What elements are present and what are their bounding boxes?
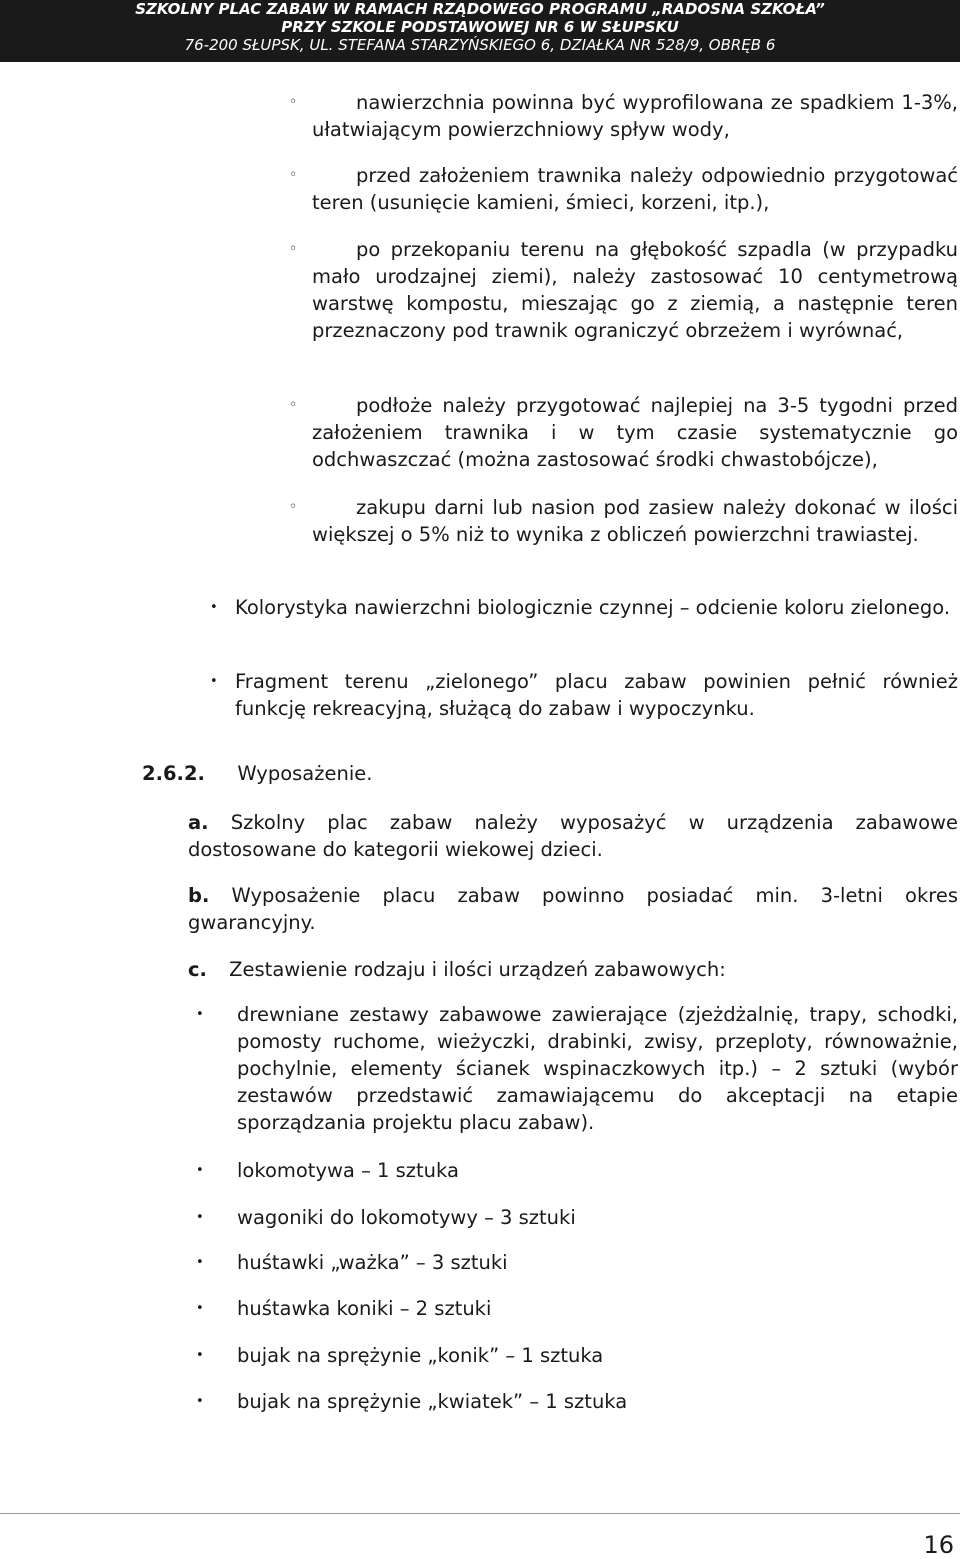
- bullet-icon: •: [196, 1210, 204, 1225]
- circle-bullet-icon: ◦: [289, 94, 298, 110]
- header-line-2: PRZY SZKOLE PODSTAWOWEJ NR 6 W SŁUPSKU: [281, 18, 679, 36]
- lettered-paragraph: [188, 956, 958, 983]
- header-line-1: SZKOLNY PLAC ZABAW W RAMACH RZĄDOWEGO PROGRAMU „RADOSNA SZKOŁA”: [135, 0, 825, 18]
- equipment-item: bujak na sprężynie „konik” – 1 sztuka: [237, 1344, 604, 1367]
- paragraph-text: Szkolny plac zabaw należy wyposażyć w urządzenia zabawowe dostosowane do kategorii wiekowej dzieci.: [188, 811, 959, 861]
- equipment-item: huśtawki „ważka” – 3 sztuki: [237, 1251, 508, 1274]
- lettered-paragraph: [188, 809, 958, 863]
- bullet-icon: •: [210, 674, 218, 689]
- footer-divider: [0, 1513, 960, 1514]
- bullet-icon: •: [196, 1301, 204, 1316]
- paragraph-letter: b.: [188, 884, 210, 907]
- bullet-icon: •: [196, 1348, 204, 1363]
- sub-item-text: nawierzchnia powinna być wyprofilowana ze spadkiem 1-3%, ułatwiającym powierzchniowy spływ wody,: [312, 91, 958, 141]
- equipment-item: lokomotywa – 1 sztuka: [237, 1159, 459, 1182]
- bullet-text: Kolorystyka nawierzchni biologicznie czynnej – odcienie koloru zielonego.: [235, 596, 951, 619]
- sub-item-text: zakupu darni lub nasion pod zasiew należy dokonać w ilości większej o 5% niż to wynika z obliczeń powierzchni trawiastej.: [312, 496, 958, 546]
- bullet-icon: •: [196, 1163, 204, 1178]
- circle-bullet-icon: ◦: [289, 241, 298, 257]
- page-header: [0, 0, 960, 62]
- section-title: Wyposażenie.: [237, 762, 373, 785]
- circle-bullet-icon: ◦: [289, 397, 298, 413]
- paragraph-letter: a.: [188, 811, 209, 834]
- header-line-3: 76-200 SŁUPSK, UL. STEFANA STARZYŃSKIEGO 6, DZIAŁKA NR 528/9, OBRĘB 6: [184, 36, 776, 54]
- circle-bullet-icon: ◦: [289, 499, 298, 515]
- equipment-item: bujak na sprężynie „kwiatek” – 1 sztuka: [237, 1390, 628, 1413]
- lettered-paragraph: [188, 882, 958, 936]
- equipment-item: wagoniki do lokomotywy – 3 sztuki: [237, 1206, 576, 1229]
- section-heading: [142, 760, 372, 787]
- equipment-item: huśtawka koniki – 2 sztuki: [237, 1297, 492, 1320]
- paragraph-text: Wyposażenie placu zabaw powinno posiadać min. 3-letni okres gwarancyjny.: [188, 884, 958, 934]
- section-number: 2.6.2.: [142, 762, 205, 785]
- page-number: 16: [923, 1531, 954, 1559]
- bullet-icon: •: [196, 1255, 204, 1270]
- paragraph-text: Zestawienie rodzaju i ilości urządzeń zabawowych:: [229, 958, 726, 981]
- sub-item-text: podłoże należy przygotować najlepiej na 3-5 tygodni przed założeniem trawnika i w tym czasie systematycznie go odchwaszczać (można zastosować środki chwastobójcze),: [312, 394, 958, 471]
- sub-item-text: po przekopaniu terenu na głębokość szpadla (w przypadku mało urodzajnej ziemi), należy zastosować 10 centymetrową warstwę kompostu, mieszając go z ziemią, a następnie teren przeznaczony pod trawnik ograniczyć obrzeżem i wyrównać,: [312, 238, 958, 342]
- paragraph-letter: c.: [188, 958, 207, 981]
- sub-item-text: przed założeniem trawnika należy odpowiednio przygotować teren (usunięcie kamieni, śmieci, korzeni, itp.),: [312, 164, 958, 214]
- bullet-icon: •: [210, 600, 218, 615]
- circle-bullet-icon: ◦: [289, 167, 298, 183]
- equipment-item: drewniane zestawy zabawowe zawierające (zjeżdżalnię, trapy, schodki, pomosty ruchome, wieżyczki, drabinki, zwisy, przeploty, równoważnie, pochylnie, elementy ścianek wspinaczkowych itp.) – 2 sztuki (wybór zestawów przedstawić zamawiającemu do akceptacji na etapie sporządzania projektu placu zabaw).: [237, 1003, 958, 1134]
- bullet-icon: •: [196, 1394, 204, 1409]
- bullet-text: Fragment terenu „zielonego” placu zabaw powinien pełnić również funkcję rekreacyjną, służącą do zabaw i wypoczynku.: [235, 670, 958, 720]
- bullet-icon: •: [196, 1007, 204, 1022]
